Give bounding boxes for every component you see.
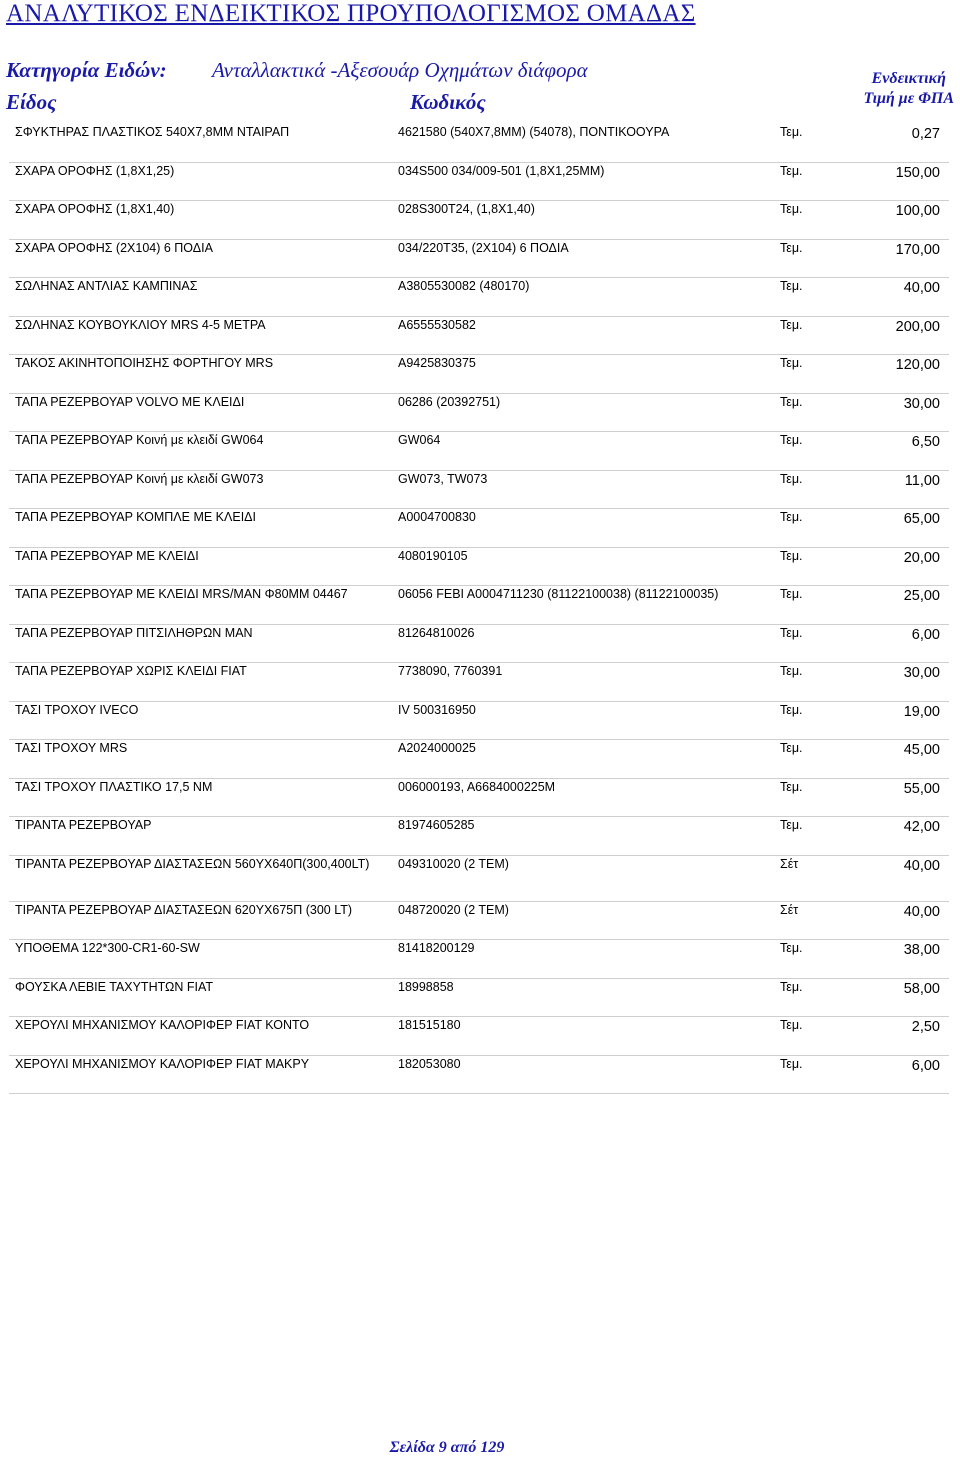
price-cell: 58,00 [903, 980, 940, 997]
code-cell: 4080190105 [398, 548, 468, 563]
table-row [9, 1017, 949, 1056]
item-cell: ΤΑΣΙ ΤΡΟΧΟΥ IVECO [15, 702, 139, 717]
table-row [9, 663, 949, 702]
unit-cell: Τεμ. [780, 625, 803, 640]
code-cell: 006000193, A6684000225M [398, 779, 556, 794]
price-cell: 55,00 [903, 780, 940, 797]
table-row [9, 124, 949, 163]
table-row [9, 201, 949, 240]
table-row [9, 394, 949, 433]
code-cell: 048720020 (2 ΤΕΜ) [398, 902, 509, 917]
category-value: Ανταλλακτικά -Αξεσουάρ Οχημάτων διάφορα [212, 58, 588, 82]
item-cell: ΤΑΠΑ ΡΕΖΕΡΒΟΥΑΡ ΧΩΡΙΣ ΚΛΕΙΔΙ FIAT [15, 664, 247, 678]
page-title: ΑΝΑΛΥΤΙΚΟΣ ΕΝΔΕΙΚΤΙΚΟΣ ΠΡΟΥΠΟΛΟΓΙΣΜΟΣ ΟΜΑΔΑΣ [6, 0, 696, 27]
price-cell: 170,00 [895, 241, 940, 258]
item-cell: ΤΑΠΑ ΡΕΖΕΡΒΟΥΑΡ VOLVO ΜΕ ΚΛΕΙΔΙ [15, 394, 245, 409]
unit-cell: Τεμ. [780, 510, 803, 524]
table-row [9, 625, 949, 664]
unit-cell: Τεμ. [780, 279, 803, 293]
code-cell: A2024000025 [398, 741, 476, 755]
price-cell: 100,00 [895, 203, 940, 219]
item-cell: ΣΦΥΚΤΗΡΑΣ ΠΛΑΣΤΙΚΟΣ 540Χ7,8ΜΜ ΝΤΑΙΡΑΠ [15, 125, 290, 139]
code-cell: 4621580 (540Χ7,8ΜΜ) (54078), ΠΟΝΤΙΚΟΟΥΡΑ [398, 125, 670, 139]
unit-cell: Τεμ. [780, 587, 803, 601]
item-cell: ΤΑΣΙ ΤΡΟΧΟΥ ΠΛΑΣΤΙΚΟ 17,5 ΝΜ [15, 779, 213, 794]
code-cell: 034S500 034/009-501 (1,8X1,25MM) [398, 163, 605, 178]
unit-cell: Τεμ. [780, 741, 803, 755]
price-cell: 65,00 [903, 511, 940, 527]
unit-cell: Τεμ. [780, 317, 803, 332]
price-cell: 11,00 [904, 472, 940, 489]
code-cell: 18998858 [398, 979, 454, 994]
unit-cell: Τεμ. [780, 818, 803, 832]
price-cell: 38,00 [903, 942, 940, 958]
table-row [9, 979, 949, 1018]
table-row [9, 856, 949, 902]
column-header-price-line1: Ενδεικτική [871, 70, 946, 87]
unit-cell: Τεμ. [780, 702, 803, 717]
price-cell: 150,00 [895, 164, 940, 181]
unit-cell: Τεμ. [780, 163, 803, 178]
unit-cell: Τεμ. [780, 664, 803, 678]
code-cell: 81418200129 [398, 941, 475, 955]
code-cell: A6555530582 [398, 317, 476, 332]
item-cell: ΤΑΠΑ ΡΕΖΕΡΒΟΥΑΡ ΜΕ ΚΛΕΙΔΙ [15, 548, 199, 563]
unit-cell: Τεμ. [780, 202, 803, 216]
item-cell: ΤΙΡΑΝΤΑ ΡΕΖΕΡΒΟΥΑΡ [15, 818, 152, 832]
table-row [9, 1056, 949, 1095]
code-cell: 034/220T35, (2X104) 6 ΠΟΔΙΑ [398, 240, 569, 255]
price-cell: 200,00 [895, 318, 940, 335]
code-cell: A9425830375 [398, 356, 476, 370]
item-cell: ΤΑΣΙ ΤΡΟΧΟΥ MRS [15, 741, 128, 755]
item-cell: ΤΑΠΑ ΡΕΖΕΡΒΟΥΑΡ Κοινή με κλειδί GW064 [15, 433, 264, 447]
price-cell: 0,27 [911, 126, 940, 142]
category-label: Κατηγορία Ειδών: [6, 58, 167, 82]
item-cell: ΧΕΡΟΥΛΙ ΜΗΧΑΝΙΣΜΟΥ ΚΑΛΟΡΙΦΕΡ FIAT ΜΑΚΡΥ [15, 1056, 310, 1071]
price-cell: 120,00 [895, 357, 940, 373]
item-cell: ΤΙΡΑΝΤΑ ΡΕΖΕΡΒΟΥΑΡ ΔΙΑΣΤΑΣΕΩΝ 560ΥΧ640Π(300,400LT) [15, 856, 370, 871]
table-row [9, 902, 949, 941]
price-cell: 40,00 [903, 903, 940, 920]
price-cell: 2,50 [911, 1019, 940, 1035]
price-cell: 19,00 [903, 703, 940, 720]
item-cell: ΤΑΠΑ ΡΕΖΕΡΒΟΥΑΡ ΠΙΤΣΙΛΗΘΡΩΝ MAN [15, 625, 253, 640]
price-cell: 40,00 [903, 857, 940, 874]
price-cell: 45,00 [903, 742, 940, 758]
table-row [9, 240, 949, 279]
code-cell: 181515180 [398, 1018, 461, 1032]
unit-cell: Τεμ. [780, 433, 803, 447]
code-cell: 028S300T24, (1,8X1,40) [398, 202, 535, 216]
item-cell: ΣΩΛΗΝΑΣ ΑΝΤΛΙΑΣ ΚΑΜΠΙΝΑΣ [15, 279, 198, 293]
unit-cell: Τεμ. [780, 548, 803, 563]
unit-cell: Τεμ. [780, 941, 803, 955]
item-cell: ΣΧΑΡΑ ΟΡΟΦΗΣ (2Χ104) 6 ΠΟΔΙΑ [15, 240, 213, 255]
code-cell: 049310020 (2 ΤΕΜ) [398, 856, 509, 871]
item-cell: ΦΟΥΣΚΑ ΛΕΒΙΕ ΤΑΧΥΤΗΤΩΝ FIAT [15, 979, 213, 994]
table-row [9, 471, 949, 510]
item-cell: ΤΑΠΑ ΡΕΖΕΡΒΟΥΑΡ Κοινή με κλειδί GW073 [15, 471, 264, 486]
item-cell: ΣΩΛΗΝΑΣ ΚΟΥΒΟΥΚΛΙΟΥ MRS 4-5 ΜΕΤΡΑ [15, 317, 266, 332]
unit-cell: Τεμ. [780, 1056, 803, 1071]
code-cell: 06286 (20392751) [398, 394, 501, 409]
price-cell: 30,00 [903, 395, 940, 412]
price-cell: 20,00 [903, 549, 940, 566]
table-row [9, 779, 949, 818]
unit-cell: Τεμ. [780, 240, 803, 255]
unit-cell: Σέτ [780, 902, 799, 917]
price-cell: 6,50 [911, 434, 940, 450]
code-cell: 81264810026 [398, 625, 475, 640]
price-cell: 25,00 [903, 588, 940, 604]
item-cell: ΤΑΚΟΣ ΑΚΙΝΗΤΟΠΟΙΗΣΗΣ ΦΟΡΤΗΓΟΥ MRS [15, 356, 274, 370]
unit-cell: Τεμ. [780, 356, 803, 370]
code-cell: 81974605285 [398, 818, 475, 832]
price-cell: 6,00 [911, 1057, 940, 1074]
item-cell: ΥΠΟΘΕΜΑ 122*300-CR1-60-SW [15, 941, 200, 955]
unit-cell: Σέτ [780, 856, 799, 871]
column-header-price [863, 69, 954, 109]
table-row [9, 586, 949, 625]
item-cell: ΣΧΑΡΑ ΟΡΟΦΗΣ (1,8Χ1,40) [15, 202, 175, 216]
unit-cell: Τεμ. [780, 471, 803, 486]
item-cell: ΣΧΑΡΑ ΟΡΟΦΗΣ (1,8Χ1,25) [15, 163, 175, 178]
code-cell: 182053080 [398, 1056, 461, 1071]
column-header-item: Είδος [6, 90, 57, 114]
price-cell: 30,00 [903, 665, 940, 681]
price-cell: 40,00 [903, 280, 940, 296]
code-cell: GW064 [398, 433, 441, 447]
table-row [9, 355, 949, 394]
item-cell: ΤΑΠΑ ΡΕΖΕΡΒΟΥΑΡ ΜΕ ΚΛΕΙΔΙ MRS/MAN Φ80ΜΜ 04467 [15, 587, 348, 601]
table-row [9, 740, 949, 779]
column-header-price-line2: Τιμή με ΦΠΑ [863, 90, 954, 107]
code-cell: A3805530082 (480170) [398, 279, 530, 293]
code-cell: 7738090, 7760391 [398, 664, 503, 678]
column-header-code: Κωδικός [410, 90, 486, 114]
table-row [9, 817, 949, 856]
code-cell: GW073, TW073 [398, 471, 488, 486]
item-cell: ΤΑΠΑ ΡΕΖΕΡΒΟΥΑΡ ΚΟΜΠΛΕ ΜΕ ΚΛΕΙΔΙ [15, 510, 256, 524]
table-row [9, 317, 949, 356]
unit-cell: Τεμ. [780, 779, 803, 794]
unit-cell: Τεμ. [780, 979, 803, 994]
code-cell: 06056 FEBI A0004711230 (81122100038) (81122100035) [398, 587, 719, 601]
table-row [9, 432, 949, 471]
table-row [9, 278, 949, 317]
table-row [9, 163, 949, 202]
item-cell: ΧΕΡΟΥΛΙ ΜΗΧΑΝΙΣΜΟΥ ΚΑΛΟΡΙΦΕΡ FIAT ΚΟΝΤΟ [15, 1018, 310, 1032]
table-row [9, 940, 949, 979]
unit-cell: Τεμ. [780, 394, 803, 409]
price-cell: 6,00 [911, 626, 940, 643]
table-row [9, 702, 949, 741]
code-cell: A0004700830 [398, 510, 476, 524]
table-row [9, 509, 949, 548]
unit-cell: Τεμ. [780, 1018, 803, 1032]
item-cell: ΤΙΡΑΝΤΑ ΡΕΖΕΡΒΟΥΑΡ ΔΙΑΣΤΑΣΕΩΝ 620ΥΧ675Π (300 LT) [15, 902, 353, 917]
price-cell: 42,00 [903, 819, 940, 835]
page-footer: Σελίδα 9 από 129 [389, 1439, 505, 1456]
unit-cell: Τεμ. [780, 125, 803, 139]
table-row [9, 548, 949, 587]
code-cell: IV 500316950 [398, 702, 476, 717]
